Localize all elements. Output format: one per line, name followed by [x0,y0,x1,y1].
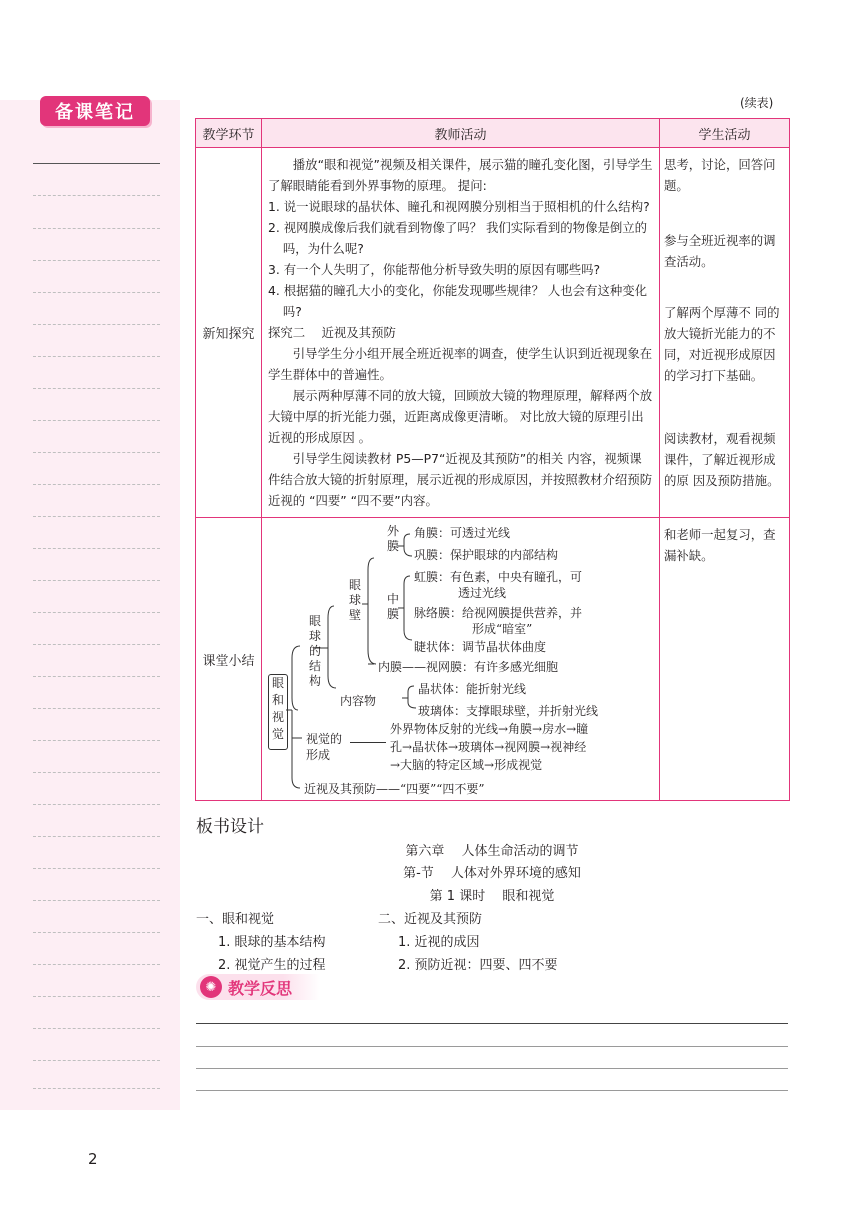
mindmap [262,518,659,800]
teacher-paragraph: 引导学生分小组开展全班近视率的调查，使学生认识到近视现象在学生群体中的普遍性。 [268,346,653,382]
teacher-paragraph: 播放“眼和视觉”视频及相关课件，展示猫的瞳孔变化图，引导学生了解眼睛能看到外界事物的原理。 提问: [268,157,653,193]
mindmap-iris: 虹膜：有色素，中央有瞳孔，可 [414,570,583,584]
mindmap-choroid-cont: 形成“暗室” [472,622,533,636]
mindmap-path-2: 孔→晶状体→玻璃体→视网膜→视神经 [390,740,587,754]
mindmap-ciliary: 睫状体：调节晶状体曲度 [414,640,547,654]
teacher-activity-cell [262,148,660,518]
notes-sidebar-title: 备课笔记 [40,96,150,126]
mindmap-myopia: 近视及其预防——“四要”“四不要” [304,782,485,796]
mindmap-formation: 视觉的 [306,732,343,746]
board-left-item: 1. 眼球的基本结构 [218,935,326,950]
mindmap-sclera: 巩膜：保护眼球的内部结构 [414,548,559,562]
mindmap-iris-cont: 透过光线 [458,586,507,600]
board-section: 第-节 人体对外界环境的感知 [403,866,581,881]
notes-sidebar [0,100,180,1110]
mindmap-cornea: 角膜：可透过光线 [414,526,511,540]
reflection-line [196,1090,788,1091]
question-4: 4. 根据猫的瞳孔大小的变化，你能发现哪些规律？ 人也会有这种变化吗? [268,283,648,319]
table-row-summary [196,518,790,801]
reflection-line [196,1046,788,1047]
table-header-row [196,119,790,148]
teacher-paragraph: 展示两种厚薄不同的放大镜，回顾放大镜的物理原理，解释两个放大镜中厚的折光能力强，近距离成像更清晰。 对比放大镜的原理引出近视的形成原因 。 [268,388,653,445]
student-activity: 了解两个厚薄不 同的放大镜折光能力的不 同，对近视形成原因的学习打下基础。 [664,305,780,383]
board-design-title: 板书设计 [196,817,264,837]
student-activity: 和老师一起复习，查漏补缺。 [664,527,776,563]
mindmap-lens: 晶状体：能折射光线 [418,682,527,696]
mindmap-formation-cont: 形成 [306,748,331,762]
section-cell: 课堂小结 [196,518,262,801]
mindmap-path-1: 外界物体反射的光线→角膜→房水→瞳 [390,722,589,736]
student-activity: 思考，讨论，回答问题。 [664,157,776,193]
section-cell: 新知探究 [196,148,262,518]
mindmap-middle: 中膜 [386,592,399,621]
page-number: 2 [88,1150,98,1168]
mindmap-contents: 内容物 [340,694,377,708]
table-row-explore [196,148,790,518]
header-teacher: 教师活动 [262,119,660,148]
mindmap-root: 眼和视觉 [268,674,288,750]
lightbulb-icon: ✺ [200,976,222,998]
mindmap-inner: 内膜——视网膜：有许多感光细胞 [378,660,559,674]
board-right-item: 1. 近视的成因 [398,935,480,950]
reflection-line [196,1068,788,1069]
mindmap-choroid: 脉络膜：给视网膜提供营养，并 [414,606,583,620]
mindmap-path-3: →大脑的特定区域→形成视觉 [390,758,543,772]
mindmap-vitreous: 玻璃体：支撑眼球壁，并折射光线 [418,704,599,718]
teacher-paragraph: 引导学生阅读教材 P5—P7“近视及其预防”的相关 内容，视频课件结合放大镜的折射原理，展示近视的形成原因，并按照教材介绍预防近视的 “四要” “四不要”内容。 [268,451,653,508]
summary-mindmap-cell [262,518,660,801]
question-2: 2. 视网膜成像后我们就看到物像了吗？ 我们实际看到的物像是倒立的吗，为什么呢? [268,220,648,256]
board-left-heading: 一、眼和视觉 [196,912,275,927]
board-left-item: 2. 视觉产生的过程 [218,958,326,973]
mindmap-connector [350,742,386,743]
board-chapter: 第六章 人体生命活动的调节 [405,844,579,859]
student-activity-cell [660,518,790,801]
header-student: 学生活动 [660,119,790,148]
student-activity: 参与全班近视率的调查活动。 [664,233,776,269]
reflection-line [196,1023,788,1024]
header-section: 教学环节 [196,119,262,148]
question-1: 1. 说一说眼球的晶状体、瞳孔和视网膜分别相当于照相机的什么结构? [268,199,650,214]
student-activity: 阅读教材，观看视频课件，了解近视形成的原 因及预防措施。 [664,431,780,488]
student-activity-cell [660,148,790,518]
lesson-table [195,118,790,801]
mindmap-structure: 眼球的结构 [308,614,321,688]
reflection-badge [196,974,320,1000]
question-3: 3. 有一个人失明了，你能帮他分析导致失明的原因有哪些吗? [268,262,601,277]
explore-heading: 探究二 近视及其预防 [268,325,396,340]
board-right-heading: 二、近视及其预防 [378,912,483,927]
mindmap-outer: 外膜 [386,524,399,553]
continued-label: (续表) [740,96,774,110]
board-lesson: 第 1 课时 眼和视觉 [429,889,555,904]
reflection-title: 教学反思 [228,978,293,998]
mindmap-wall: 眼球壁 [348,578,361,622]
board-right-item: 2. 预防近视：四要、四不要 [398,958,558,973]
